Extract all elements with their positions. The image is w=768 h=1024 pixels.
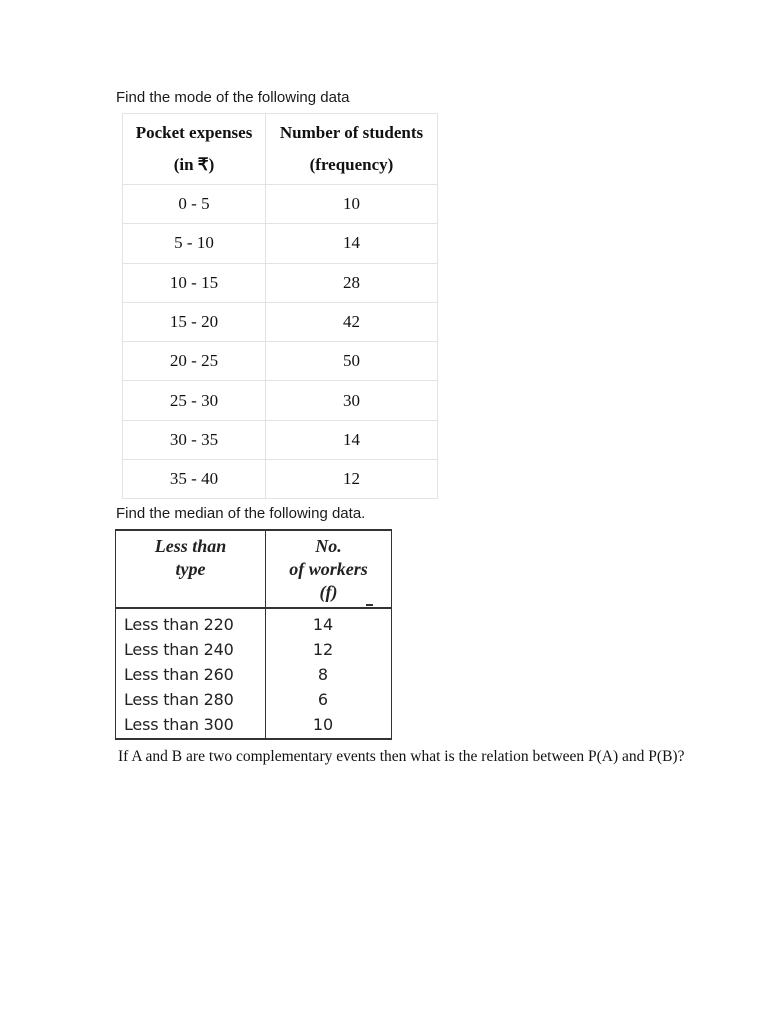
less-than-label-cell: Less than 240 [116, 637, 266, 662]
table-row [123, 381, 438, 420]
header-line: Less than [154, 536, 227, 556]
header-line: Number of students [279, 123, 424, 142]
table-row [123, 302, 438, 341]
table-header-row [123, 114, 438, 185]
table-header-row [116, 530, 392, 608]
table-row [116, 637, 392, 662]
header-line: (f) [319, 582, 338, 602]
expense-range-cell: 10 - 15 [123, 263, 266, 302]
workers-count-cell: 8 [266, 662, 392, 687]
expense-range-cell: 30 - 35 [123, 420, 266, 459]
header-less-than-type [116, 530, 266, 608]
median-data-table [115, 529, 392, 740]
question-mode: Find the mode of the following data [116, 89, 350, 106]
table-row [116, 687, 392, 712]
expense-range-cell: 0 - 5 [123, 185, 266, 224]
header-line: (in ₹) [173, 155, 215, 174]
mode-data-table [122, 113, 438, 499]
frequency-cell: 14 [266, 420, 438, 459]
frequency-cell: 14 [266, 224, 438, 263]
less-than-label-cell: Less than 260 [116, 662, 266, 687]
header-pocket-expenses [123, 114, 266, 185]
frequency-cell: 10 [266, 185, 438, 224]
header-number-of-workers [266, 530, 392, 608]
expense-range-cell: 25 - 30 [123, 381, 266, 420]
table-row [123, 224, 438, 263]
workers-count-cell: 10 [266, 712, 392, 739]
expense-range-cell: 35 - 40 [123, 460, 266, 499]
expense-range-cell: 15 - 20 [123, 302, 266, 341]
frequency-cell: 28 [266, 263, 438, 302]
workers-count-cell: 6 [266, 687, 392, 712]
table-row [123, 420, 438, 459]
less-than-label-cell: Less than 220 [116, 608, 266, 637]
header-line: of workers [289, 559, 368, 579]
table-row [116, 712, 392, 739]
table-row [123, 263, 438, 302]
table-row [123, 342, 438, 381]
frequency-cell: 12 [266, 460, 438, 499]
frequency-cell: 42 [266, 302, 438, 341]
frequency-cell: 30 [266, 381, 438, 420]
table-row [116, 608, 392, 637]
header-line: type [175, 559, 206, 579]
question-median: Find the median of the following data. [116, 505, 366, 522]
expense-range-cell: 20 - 25 [123, 342, 266, 381]
frequency-cell: 50 [266, 342, 438, 381]
table-rule-extension [366, 604, 373, 606]
header-line: Pocket expenses [135, 123, 253, 142]
table-row [116, 662, 392, 687]
table-row [123, 460, 438, 499]
less-than-label-cell: Less than 300 [116, 712, 266, 739]
question-complementary-events: If A and B are two complementary events then what is the relation between P(A) and P(B)? [118, 748, 685, 765]
header-number-of-students [266, 114, 438, 185]
expense-range-cell: 5 - 10 [123, 224, 266, 263]
workers-count-cell: 14 [266, 608, 392, 637]
header-line: (frequency) [309, 155, 394, 174]
header-line: No. [315, 536, 342, 556]
table-row [123, 185, 438, 224]
less-than-label-cell: Less than 280 [116, 687, 266, 712]
workers-count-cell: 12 [266, 637, 392, 662]
